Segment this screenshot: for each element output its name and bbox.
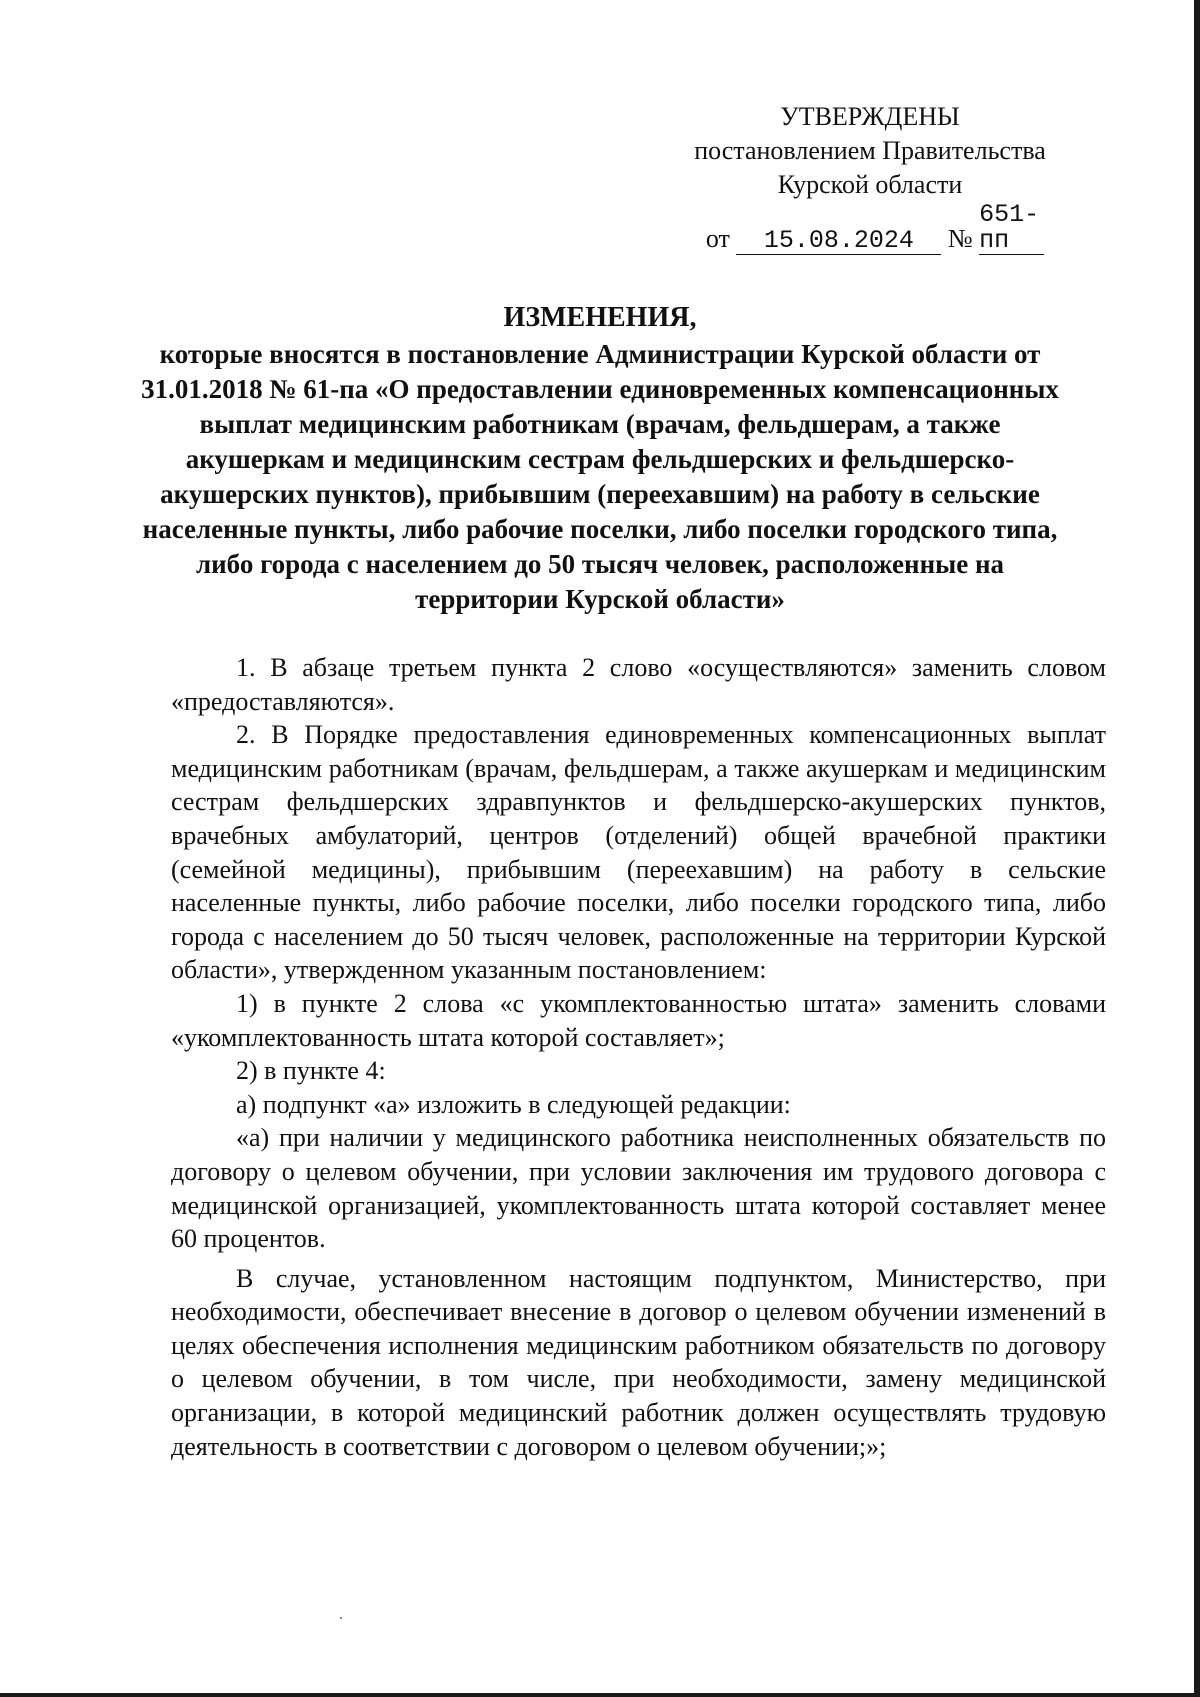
approval-date: 15.08.2024	[736, 228, 941, 255]
scan-edge-bottom	[0, 1693, 1200, 1697]
document-body	[171, 651, 1106, 1463]
scan-edge-right	[1194, 0, 1200, 1697]
paragraph-5: а) подпункт «а» изложить в следующей редакции:	[236, 1089, 791, 1119]
paragraph-4: 2) в пункте 4:	[236, 1056, 386, 1086]
scan-speck	[340, 1617, 342, 1619]
approval-region: Курской области	[777, 170, 963, 199]
approval-authority: постановлением Правительства	[694, 136, 1046, 165]
approval-number: 651-пп	[979, 202, 1044, 255]
date-prefix: от	[705, 224, 730, 253]
paragraph-2: 2. В Порядке предоставления единовременных компенсационных выплат медицинским работникам (врачам, фельдшерам, а также акушеркам и медицинским сестрам фельдшерских здравпунктов и фельдшерско-акушерских пунктов, врачебных амбулаторий, центров (отделений) общей врачебной практики (семейной медицины), прибывшим (переехавшим) на работу в сельские населенные пункты, либо рабочие поселки, либо поселки городского типа, либо города с населением до 50 тысяч человек, расположенные на территории Курской области», утвержденном указанным постановлением:	[171, 720, 1106, 985]
document-title	[140, 300, 1060, 617]
approval-heading: УТВЕРЖДЕНЫ	[780, 102, 960, 131]
title-heading: ИЗМЕНЕНИЯ,	[503, 302, 697, 333]
paragraph-6: «а) при наличии у медицинского работника неисполненных обязательств по договору о целевом обучении, при условии заключения им трудового договора с медицинской организацией, укомплектованность штата которой составляет менее 60 процентов.	[171, 1123, 1106, 1254]
approval-date-line	[670, 202, 1080, 256]
title-subheading: которые вносятся в постановление Администрации Курской области от 31.01.2018 № 61-па «О предоставлении единовременных компенсационных выплат медицинским работникам (врачам, фельдшерам, а также акушеркам и медицинским сестрам фельдшерских и фельдшерско-акушерских пунктов), прибывшим (переехавшим) на работу в сельские населенные пункты, либо рабочие поселки, либо поселки городского типа, либо города с населением до 50 тысяч человек, расположенные на территории Курской области»	[141, 339, 1059, 614]
paragraph-1: 1. В абзаце третьем пункта 2 слово «осуществляются» заменить словом «предоставляются».	[171, 653, 1106, 716]
approval-stamp	[660, 100, 1080, 256]
paragraph-7: В случае, установленном настоящим подпунктом, Министерство, при необходимости, обеспечивает внесение в договор о целевом обучении изменений в целях обеспечения исполнения медицинским работником обязательств по договору о целевом обучении, в том числе, при необходимости, замену медицинской организации, в которой медицинский работник должен осуществлять трудовую деятельность в соответствии с договором о целевом обучении;»;	[171, 1263, 1106, 1461]
number-prefix: №	[947, 224, 973, 253]
paragraph-3: 1) в пункте 2 слова «с укомплектованностью штата» заменить словами «укомплектованность штата которой составляет»;	[171, 988, 1106, 1052]
